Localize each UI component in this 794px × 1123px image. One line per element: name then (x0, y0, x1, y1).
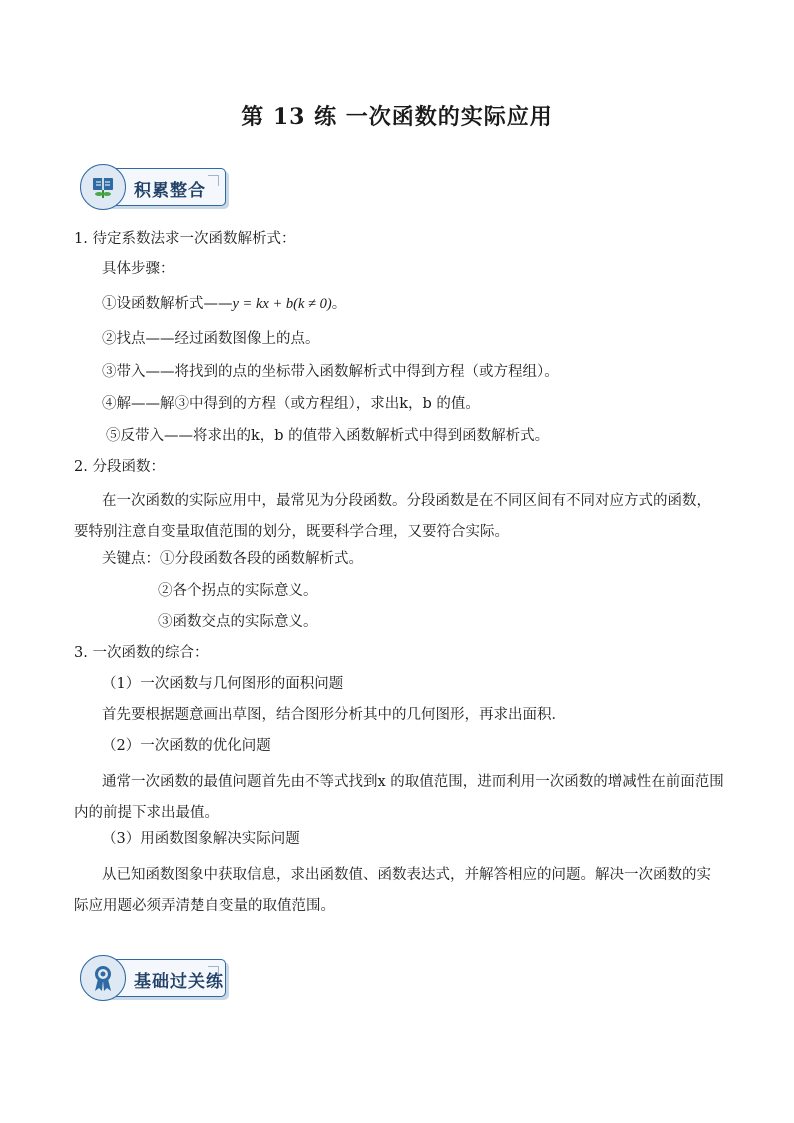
step-1-formula: y = kx + b(k ≠ 0) (232, 296, 332, 312)
steps-label: 具体步骤： (102, 261, 175, 277)
paragraph-1: 首先要根据题意画出草图，结合图形分析其中的几何图形，再求出面积． (102, 707, 566, 723)
section-3-heading: 3. 一次函数的综合： (74, 645, 209, 661)
step-5: ⑤反带入——将求出的k，b 的值带入函数解析式中得到函数解析式。 (106, 428, 550, 444)
sub-heading-3: （3）用函数图象解决实际问题 (102, 831, 300, 847)
key-point-1: 关键点：①分段函数各段的函数解析式。 (102, 551, 363, 567)
step-1 (102, 294, 346, 314)
step-4: ④解——解③中得到的方程（或方程组），求出k，b 的值。 (102, 396, 480, 412)
key-point-2: ②各个拐点的实际意义。 (158, 583, 318, 599)
key-point-3: ③函数交点的实际意义。 (158, 614, 318, 630)
paragraph-2: 通常一次函数的最值问题首先由不等式找到x 的取值范围，进而利用一次函数的增减性在前面范围内的前提下求出最值。 (74, 774, 724, 821)
page-title: 第 13 练 一次函数的实际应用 (241, 104, 553, 130)
section-2-heading: 2. 分段函数： (74, 459, 165, 475)
section-1-heading: 1. 待定系数法求一次函数解析式： (74, 231, 296, 247)
section-2-paragraph: 在一次函数的实际应用中，最常见为分段函数。分段函数是在不同区间有不同对应方式的函数，要特别注意自变量取值范围的划分，既要科学合理，又要符合实际。 (74, 493, 711, 540)
section-banner-accumulate (80, 164, 230, 212)
step-3: ③带入——将找到的点的坐标带入函数解析式中得到方程（或方程组）。 (102, 364, 559, 380)
step-1-suffix: 。 (331, 296, 347, 312)
banner-label: 基础过关练 (134, 972, 224, 992)
step-2: ②找点——经过函数图像上的点。 (102, 331, 320, 347)
ribbon-medal-icon (80, 955, 126, 1001)
section-banner-basic (80, 955, 230, 1003)
step-1-text: ①设函数解析式—— (102, 296, 233, 312)
sub-heading-1: （1）一次函数与几何图形的面积问题 (102, 676, 344, 692)
book-plant-icon (80, 164, 126, 210)
paragraph-3: 从已知函数图象中获取信息，求出函数值、函数表达式，并解答相应的问题。解决一次函数的实际应用题必须弄清楚自变量的取值范围。 (74, 867, 711, 914)
sub-heading-2: （2）一次函数的优化问题 (102, 738, 271, 754)
banner-label: 积累整合 (134, 181, 206, 201)
